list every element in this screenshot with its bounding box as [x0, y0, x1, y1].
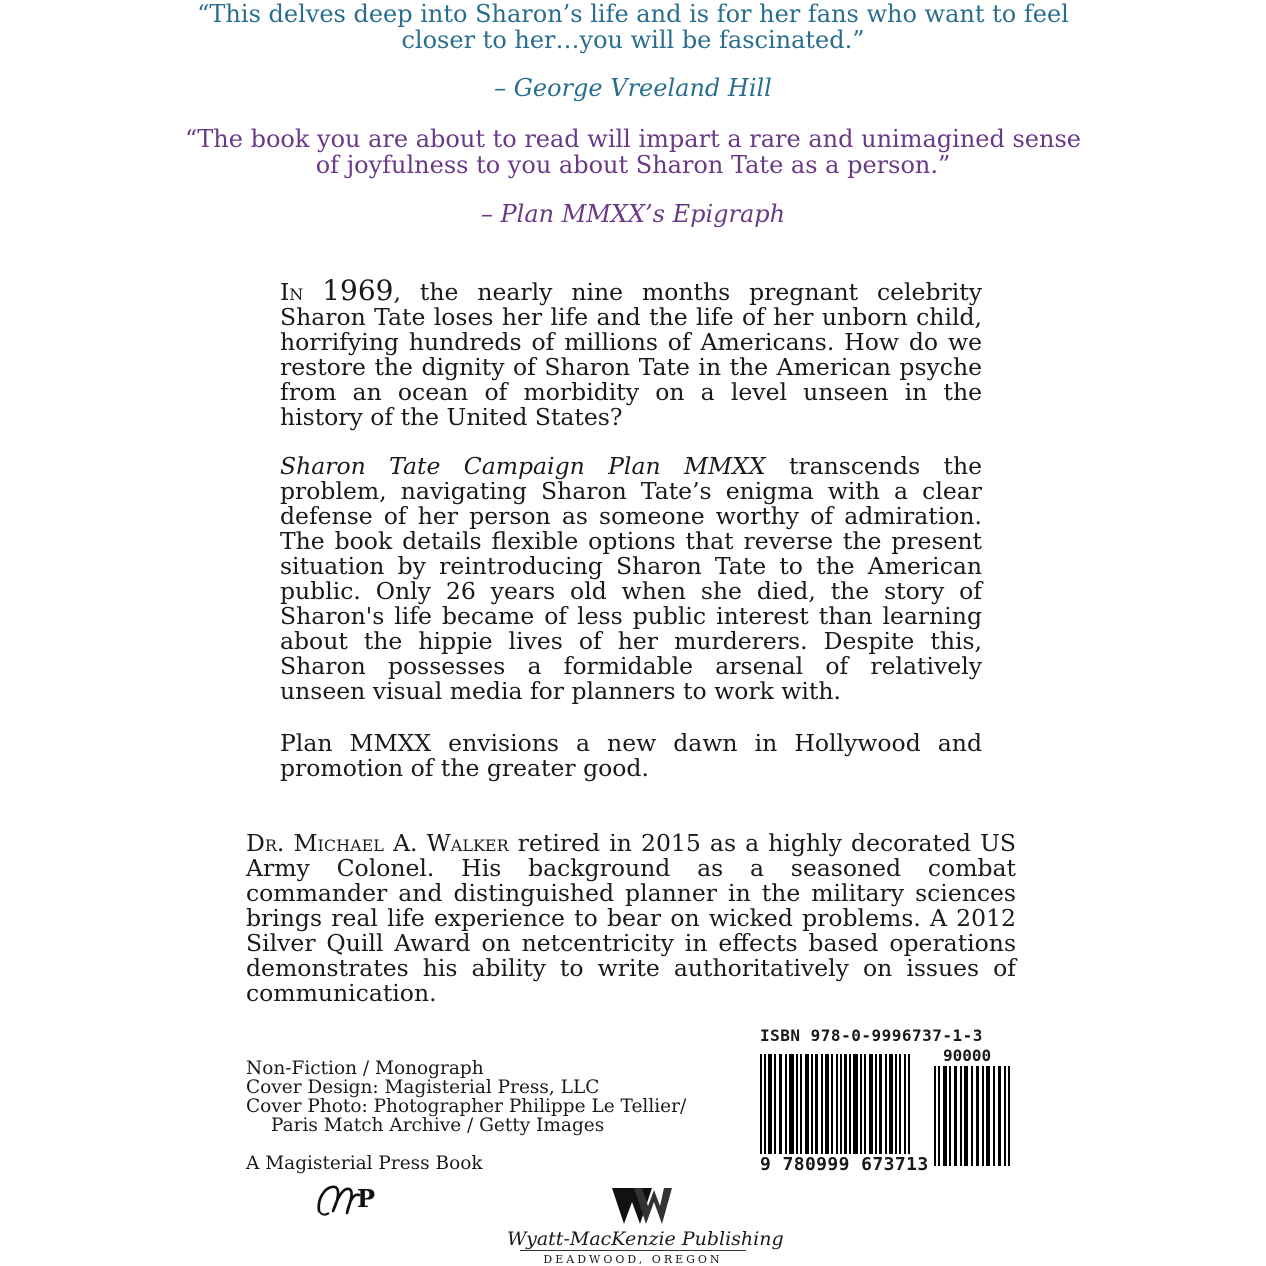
svg-text:P: P — [357, 1184, 376, 1213]
blurb-year: 1969 — [322, 274, 394, 307]
publisher-name: Wyatt-MacKenzie Publishing — [507, 1228, 784, 1250]
credit-cover-photo: Cover Photo: Photographer Philippe Le Tellier/ — [246, 1096, 687, 1117]
isbn-label: ISBN 978-0-9996737-1-3 — [760, 1026, 983, 1045]
book-credits — [246, 1059, 686, 1135]
blurb-paragraph-1 — [280, 274, 982, 431]
press-book-label: A Magisterial Press Book — [246, 1153, 483, 1174]
wyatt-mackenzie-logo-icon — [610, 1184, 674, 1228]
price-code: 90000 — [943, 1046, 992, 1065]
quote-attribution-epigraph: – Plan MMXX’s Epigraph — [480, 200, 786, 228]
blurb-paragraph-2-text: transcends the problem, navigating Sharon Tate’s enigma with a clear defense of her person as someone worthy of admiration. The book details flexible options that reverse the present situation by reintroducing Sharon Tate to the American public. Only 26 years old when she died, the story of Sharon's life became of less public interest than learning about the hippie lives of her murderers. Despite this, Sharon possesses a formidable arsenal of relatively unseen visual media for planners to work with. — [280, 452, 982, 705]
author-bio — [246, 831, 1016, 1006]
quote-george-vreeland-hill: “This delves deep into Sharon’s life and is for her fans who want to feel closer to her…you will be fascinated.” — [197, 0, 1069, 54]
quote-epigraph: “The book you are about to read will impart a rare and unimagined sense of joyfulness to you about Sharon Tate as a person.” — [185, 125, 1081, 179]
quote-attribution-hill: – George Vreeland Hill — [494, 74, 772, 102]
author-name: Dr. Michael A. Walker — [246, 829, 509, 857]
blurb-lead-word: In — [280, 278, 304, 306]
credit-cover-design: Cover Design: Magisterial Press, LLC — [246, 1077, 600, 1098]
blurb-paragraph-1-text: , the nearly nine months pregnant celebrity Sharon Tate loses her life and the life of her unborn child, horrifying hundreds of millions of Americans. How do we restore the dignity of Sharon Tate in the American psyche from an ocean of morbidity on a level unseen in the history of the United States? — [280, 278, 982, 431]
barcode-digits: 9 780999 673713 — [760, 1154, 929, 1175]
credit-cover-photo-archive: Paris Match Archive / Getty Images — [271, 1115, 605, 1136]
magisterial-press-logo-icon — [313, 1175, 385, 1221]
credit-genre: Non-Fiction / Monograph — [246, 1058, 484, 1079]
blurb-paragraph-3: Plan MMXX envisions a new dawn in Hollywood and promotion of the greater good. — [280, 729, 982, 782]
book-title: Sharon Tate Campaign Plan MMXX — [280, 452, 766, 480]
publisher-divider — [520, 1250, 746, 1251]
blurb-paragraph-2 — [280, 454, 982, 704]
barcode-icon — [758, 1046, 1014, 1170]
publisher-place: DEADWOOD, OREGON — [543, 1253, 723, 1266]
author-bio-text: retired in 2015 as a highly decorated US Army Colonel. His background as a seasoned combat commander and distinguished planner in the military sciences brings real life experience to bear on wicked problems. A 2012 Silver Quill Award on netcentricity in effects based operations demonstrates his ability to write authoritatively on issues of communication. — [246, 829, 1016, 1007]
